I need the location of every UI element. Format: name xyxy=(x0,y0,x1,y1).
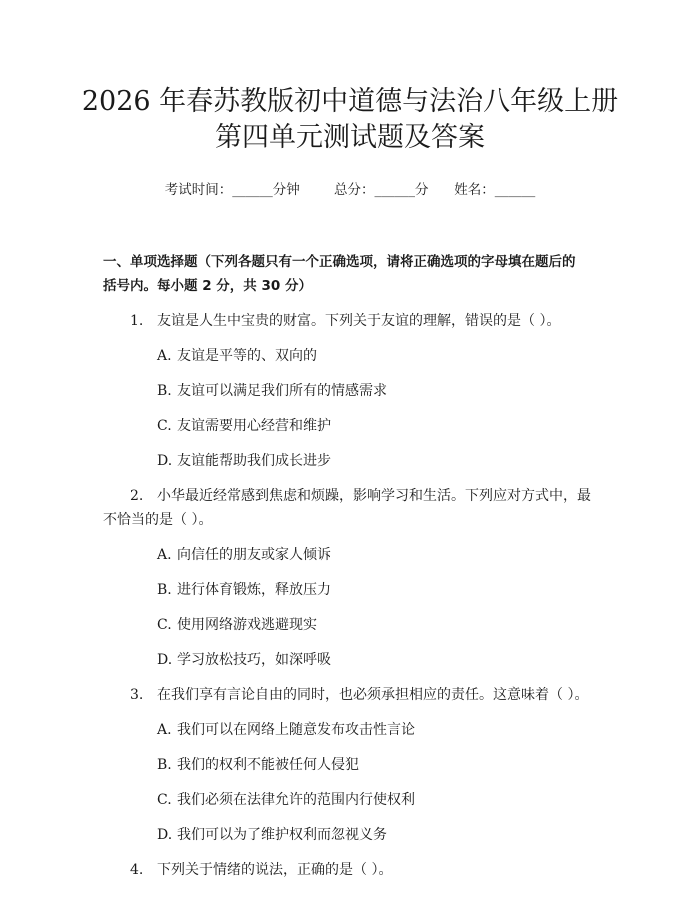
option-text: 向信任的朋友或家人倾诉 xyxy=(177,547,331,563)
question-3 xyxy=(103,683,600,707)
option-2d xyxy=(157,648,700,672)
option-letter: A. xyxy=(157,547,172,563)
name-blank: ______ xyxy=(494,182,536,198)
score-blank: ______ xyxy=(374,182,416,198)
title-line-2: 第四单元测试题及答案 xyxy=(215,122,485,153)
score-label: 总分： xyxy=(334,182,375,198)
option-text: 进行体育锻炼，释放压力 xyxy=(177,582,331,598)
option-text: 我们必须在法律允许的范围内行使权利 xyxy=(177,792,415,808)
option-letter: B. xyxy=(157,757,172,773)
option-1c xyxy=(157,414,700,438)
option-letter: C. xyxy=(157,617,172,633)
option-3a xyxy=(157,718,700,742)
option-3b xyxy=(157,753,700,777)
option-2a xyxy=(157,543,700,567)
option-1b xyxy=(157,379,700,403)
option-letter: D. xyxy=(157,453,173,469)
title-line-1: 2026 年春苏教版初中道德与法治八年级上册 xyxy=(81,86,619,117)
exam-info-line xyxy=(0,178,700,198)
option-text: 友谊能帮助我们成长进步 xyxy=(177,453,331,469)
option-1a xyxy=(157,344,700,368)
option-text: 我们可以为了维护权利而忽视义务 xyxy=(177,827,387,843)
section-heading xyxy=(103,250,604,298)
option-3d xyxy=(157,823,700,847)
section-heading-line-2: 括号内。每小题 2 分，共 30 分） xyxy=(103,278,312,294)
option-letter: D. xyxy=(157,652,173,668)
option-3c xyxy=(157,788,700,812)
time-unit: 分钟 xyxy=(272,182,300,198)
option-letter: B. xyxy=(157,582,172,598)
option-letter: A. xyxy=(157,722,172,738)
option-text: 我们可以在网络上随意发布攻击性言论 xyxy=(177,722,415,738)
option-2b xyxy=(157,578,700,602)
section-heading-line-1: 一、单项选择题（下列各题只有一个正确选项，请将正确选项的字母填在题后的 xyxy=(103,254,576,270)
question-1 xyxy=(103,309,600,333)
question-text: 在我们享有言论自由的同时，也必须承担相应的责任。这意味着（ ）。 xyxy=(157,687,589,703)
question-text: 友谊是人生中宝贵的财富。下列关于友谊的理解，错误的是（ ）。 xyxy=(157,313,561,329)
option-2c xyxy=(157,613,700,637)
question-number: 4. xyxy=(130,862,144,878)
question-number: 3. xyxy=(130,687,144,703)
option-letter: A. xyxy=(157,348,172,364)
option-text: 友谊需要用心经营和维护 xyxy=(177,418,331,434)
option-letter: C. xyxy=(157,792,172,808)
score-unit: 分 xyxy=(415,182,429,198)
question-2 xyxy=(103,484,600,532)
time-label: 考试时间： xyxy=(164,182,233,198)
time-blank: ______ xyxy=(232,182,273,198)
question-4 xyxy=(103,858,600,882)
option-1d xyxy=(157,449,700,473)
option-text: 友谊可以满足我们所有的情感需求 xyxy=(177,383,387,399)
option-letter: D. xyxy=(157,827,173,843)
question-number: 2. xyxy=(130,488,144,504)
option-letter: B. xyxy=(157,383,172,399)
name-label: 姓名： xyxy=(454,182,495,198)
option-text: 使用网络游戏逃避现实 xyxy=(177,617,317,633)
option-letter: C. xyxy=(157,418,172,434)
question-text: 小华最近经常感到焦虑和烦躁，影响学习和生活。下列应对方式中，最不恰当的是（ ）。 xyxy=(103,488,591,528)
question-number: 1. xyxy=(130,313,144,329)
option-text: 学习放松技巧，如深呼吸 xyxy=(177,652,331,668)
option-text: 我们的权利不能被任何人侵犯 xyxy=(177,757,359,773)
page-title xyxy=(0,0,700,156)
question-text: 下列关于情绪的说法，正确的是（ ）。 xyxy=(157,862,393,878)
option-text: 友谊是平等的、双向的 xyxy=(177,348,317,364)
